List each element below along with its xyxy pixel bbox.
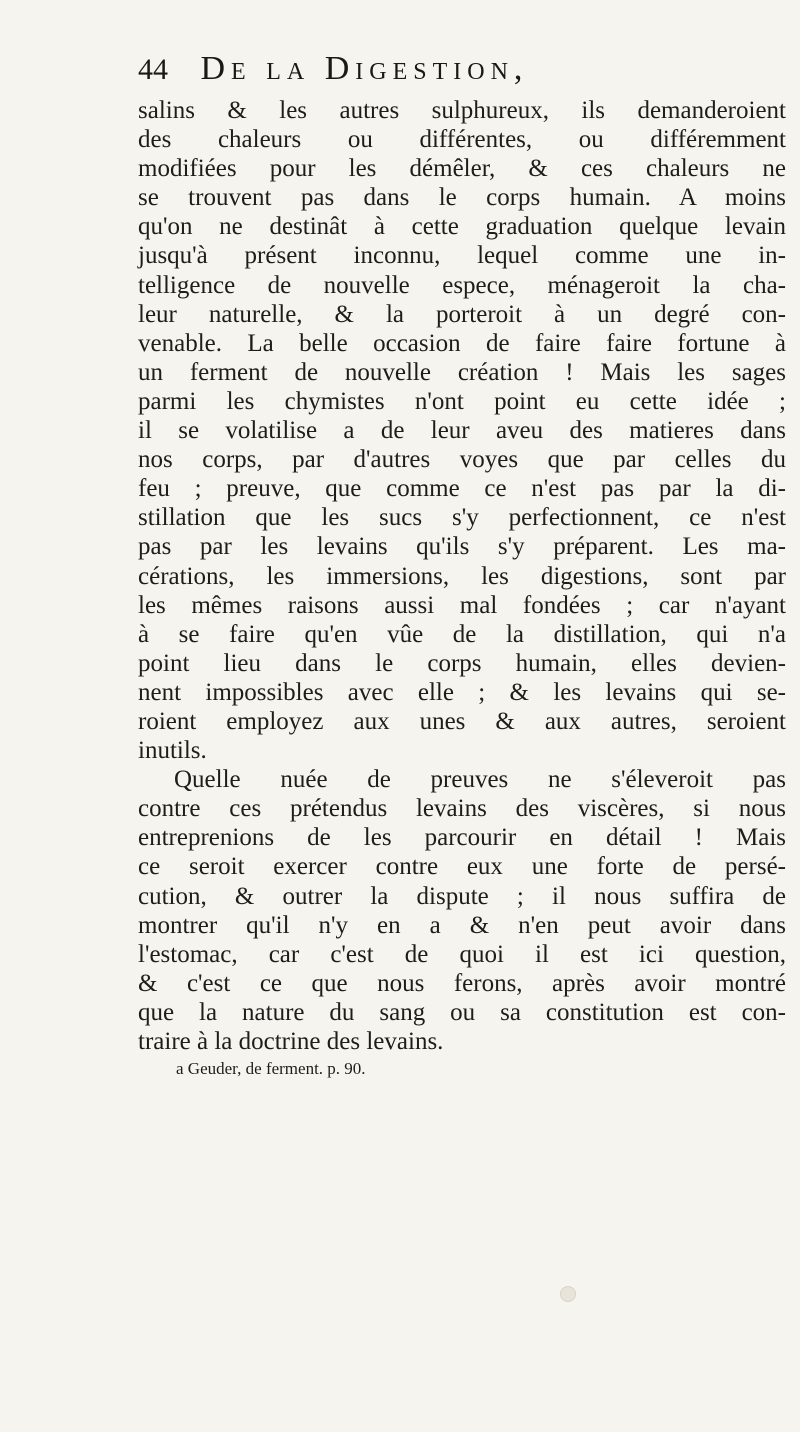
page-number: 44 [138,53,168,86]
text-line: traire à la doctrine des levains. [138,1028,444,1055]
text-line: nos corps, par d'autres voyes que par celles du [138,446,786,474]
text-line: parmi les chymistes n'ont point eu cette idée ; [138,387,786,415]
text-line: ce seroit exercer contre eux une forte de persé- [138,853,786,881]
running-header [138,50,528,88]
text-line: point lieu dans le corps humain, elles devien- [138,649,786,677]
text-line: & c'est ce que nous ferons, après avoir montré [138,969,786,997]
running-title: De la Digestion, [200,50,529,87]
text-line: des chaleurs ou différentes, ou différemment [138,126,786,154]
text-line: roient employez aux unes & aux autres, seroient [138,707,786,735]
text-line: que la nature du sang ou sa constitution est con- [138,998,786,1026]
text-line: qu'on ne destinât à cette graduation quelque levain [138,213,786,241]
text-line: nent impossibles avec elle ; & les levains qui se- [138,678,786,706]
text-line: à se faire qu'en vûe de la distillation, qui n'a [138,620,786,648]
body-text [138,96,786,1080]
text-line: les mêmes raisons aussi mal fondées ; car n'ayant [138,591,786,619]
text-line: cérations, les immersions, les digestions, sont par [138,562,786,590]
text-line: telligence de nouvelle espece, ménageroit la cha- [138,271,786,299]
text-line: stillation que les sucs s'y perfectionnent, ce n'est [138,504,786,532]
text-line: contre ces prétendus levains des viscères, si nous [138,795,786,823]
text-line: montrer qu'il n'y en a & n'en peut avoir dans [138,911,786,939]
text-line: pas par les levains qu'ils s'y préparent. Les ma- [138,533,786,561]
text-line: entreprenions de les parcourir en détail ! Mais [138,824,786,852]
text-line: feu ; preuve, que comme ce n'est pas par la di- [138,475,786,503]
text-line: venable. La belle occasion de faire faire fortune à [138,329,786,357]
text-line: salins & les autres sulphureux, ils demanderoient [138,97,786,124]
text-line: modifiées pour les démêler, & ces chaleurs ne [138,155,786,183]
text-line: jusqu'à présent inconnu, lequel comme une in- [138,242,786,270]
text-line: un ferment de nouvelle création ! Mais les sages [138,358,786,386]
text-line: l'estomac, car c'est de quoi il est ici question, [138,940,786,968]
paper-hole [560,1286,576,1302]
text-line: inutils. [138,737,207,765]
footnote: a Geuder, de ferment. p. 90. [176,1059,366,1079]
text-line: cution, & outrer la dispute ; il nous suffira de [138,882,786,910]
text-line: Quelle nuée de preuves ne s'éleveroit pas [174,766,786,794]
text-line: il se volatilise a de leur aveu des matieres dans [138,417,786,445]
text-line: leur naturelle, & la porteroit à un degré con- [138,300,786,328]
text-line: se trouvent pas dans le corps humain. A moins [138,184,786,212]
